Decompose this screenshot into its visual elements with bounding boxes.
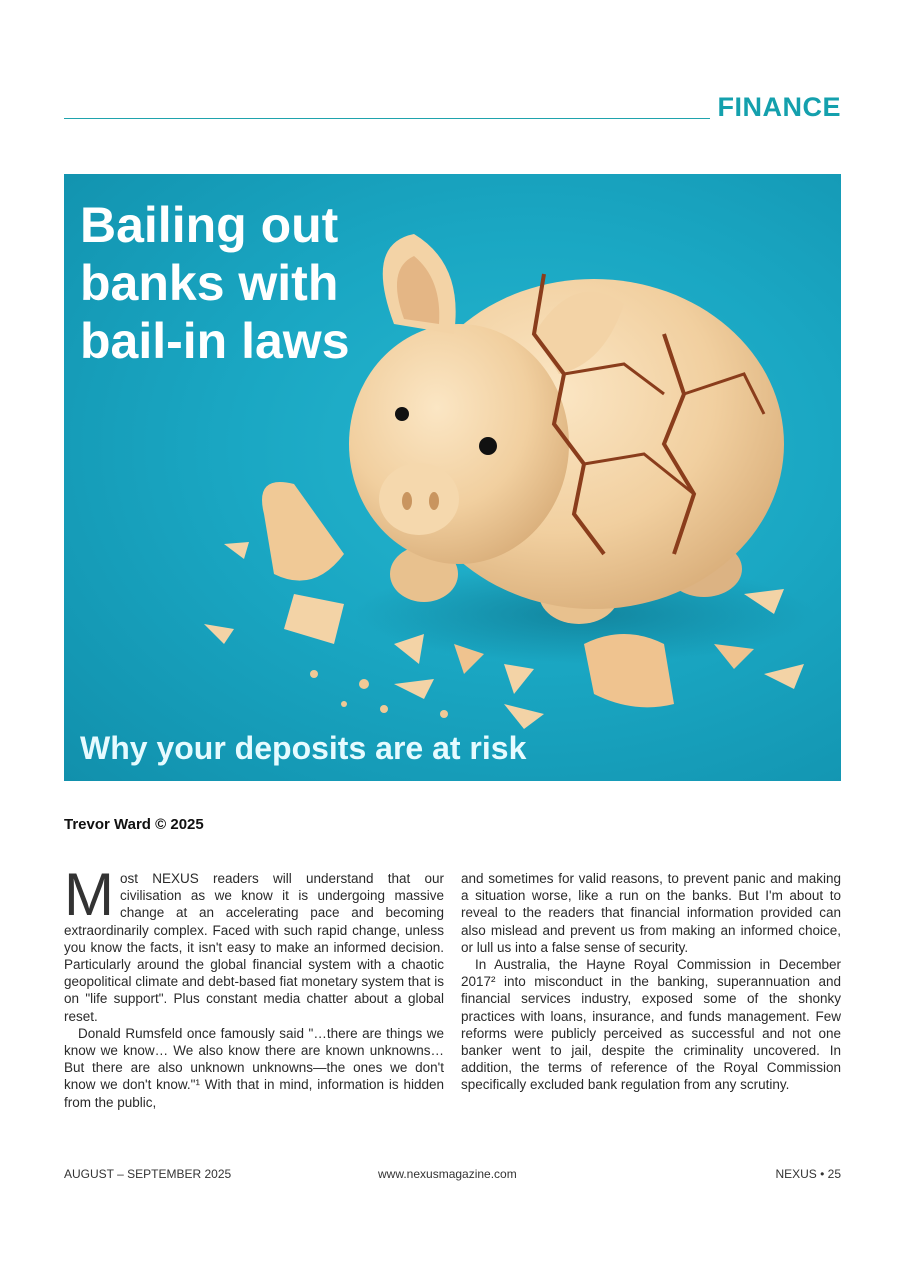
footer-page-number: NEXUS • 25 — [775, 1167, 841, 1181]
paragraph: Donald Rumsfeld once famously said "…there are things we know we know… We also know there are known unknowns… But there are also unknown unknowns—the ones we don't know we don't know."¹ With that in mind, information is hidden from the public, — [64, 1025, 444, 1110]
footer-issue: AUGUST – SEPTEMBER 2025 — [64, 1167, 232, 1181]
drop-cap: M — [64, 861, 114, 928]
section-label: FINANCE — [717, 92, 841, 122]
hero-image — [64, 174, 841, 781]
paragraph — [64, 861, 444, 1025]
paragraph: In Australia, the Hayne Royal Commission in December 2017² into misconduct in the banking, superannuation and financial services industry, exposed some of the shonky practices with loans, insurance, and funds management. Few reforms were publicly perceived as successful and not one banker went to jail, despite the criminality uncovered. In addition, the terms of reference of the Royal Commission specifically excluded bank regulation from any scrutiny. — [461, 957, 841, 1093]
byline: Trevor Ward © 2025 — [64, 816, 204, 833]
article-column-right — [461, 870, 841, 1094]
paragraph-text: ost NEXUS readers will understand that our civilisation as we know it is undergoing massive change at an accelerating pace and becoming extraordinarily complex. Faced with such rapid change, unless you know the facts, it isn't easy to make an informed decision. Particularly around the global financial system with a chaotic geopolitical climate and debt-based fiat monetary system that is on "life support". Plus constant media chatter about a global reset. — [64, 871, 444, 1024]
subheadline: Why your deposits are at risk — [80, 730, 527, 766]
headline: Bailing out banks with bail-in laws — [80, 197, 350, 369]
paragraph: and sometimes for valid reasons, to prevent panic and making a situation worse, like a run on the banks. But I'm about to reveal to the readers that financial information provided can also mislead and prevent us from making an informed choice, or lull us into a false sense of security. — [461, 871, 841, 955]
article-column-left — [64, 861, 444, 1111]
footer-website: www.nexusmagazine.com — [378, 1167, 517, 1181]
header-rule — [64, 118, 710, 119]
